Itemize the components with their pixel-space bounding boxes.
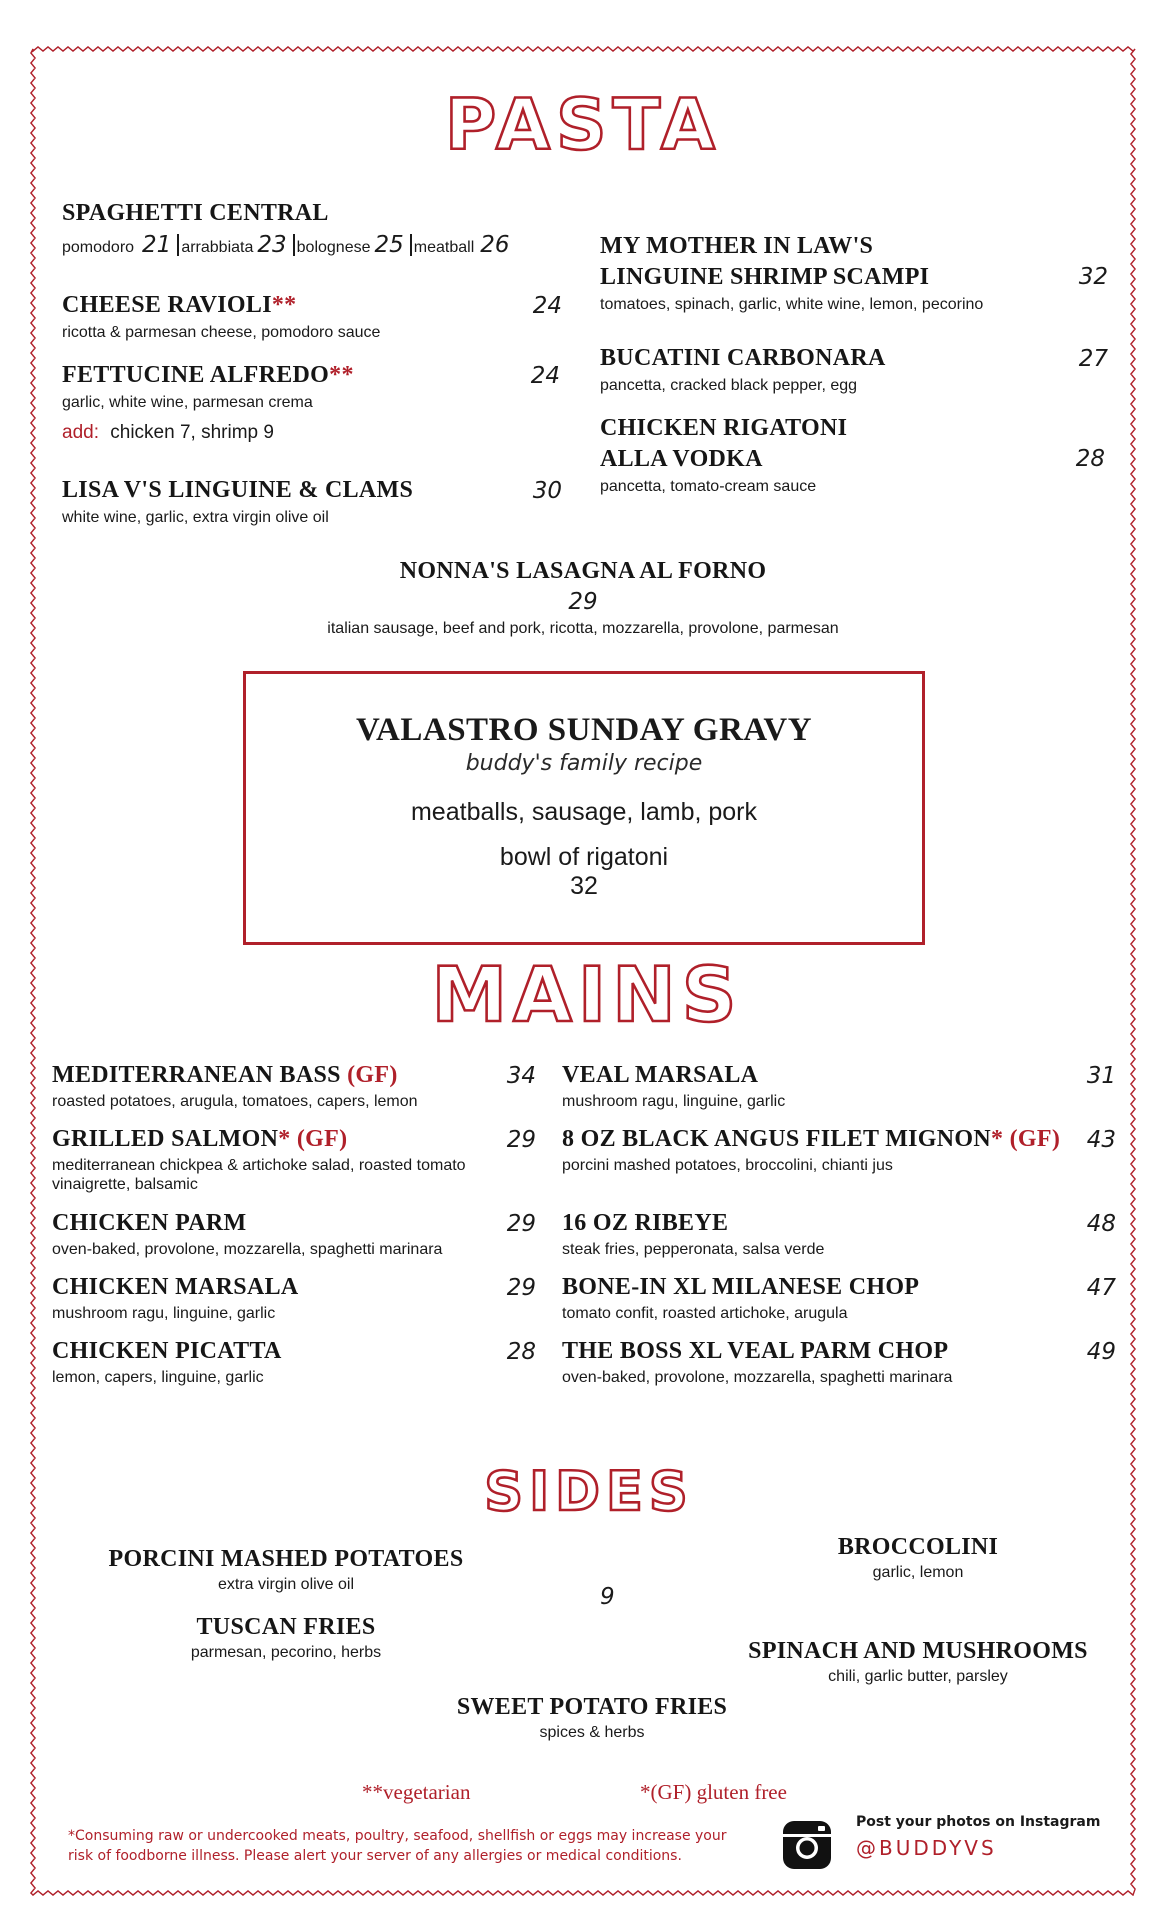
side-name: BROCCOLINI — [837, 1534, 999, 1560]
side-name: TUSCAN FRIES — [196, 1614, 376, 1640]
divider — [410, 234, 412, 256]
variant-label: arrabbiata — [181, 239, 254, 256]
item-name: SPAGHETTI CENTRAL — [62, 200, 329, 226]
spaghetti-variants — [62, 232, 572, 258]
item-price: 49 — [1086, 1339, 1116, 1365]
side-description: extra virgin olive oil — [217, 1576, 355, 1593]
side-description: parmesan, pecorino, herbs — [190, 1644, 382, 1661]
vegetarian-legend: **vegetarian — [362, 1780, 471, 1804]
main-item — [52, 1062, 536, 1111]
item-description: italian sausage, beef and pork, ricotta, mozzarella, provolone, parmesan — [327, 620, 839, 637]
feature-line1: meatballs, sausage, lamb, pork — [410, 798, 757, 826]
menu-item-bucatini-carbonara — [600, 345, 1108, 395]
item-description: tomato confit, roasted artichoke, arugula — [562, 1305, 848, 1322]
addon-line — [62, 422, 560, 444]
side-description: spices & herbs — [539, 1724, 645, 1741]
instagram-prompt: Post your photos on Instagram — [856, 1814, 1101, 1830]
variant-price: 21 — [142, 232, 172, 258]
variant-price: 23 — [257, 232, 287, 258]
item-description: oven-baked, provolone, mozzarella, spaghetti marinara — [52, 1241, 443, 1258]
item-description: ricotta & parmesan cheese, pomodoro sauce — [62, 324, 381, 341]
side-description: chili, garlic butter, parsley — [828, 1668, 1008, 1685]
variant-label: meatball — [413, 239, 475, 256]
side-spinach-mushrooms — [718, 1638, 1118, 1686]
item-description: pancetta, cracked black pepper, egg — [600, 377, 858, 394]
item-price: 34 — [506, 1063, 536, 1089]
sunday-gravy-feature-box — [243, 671, 925, 945]
main-item — [562, 1338, 1116, 1387]
item-price: 30 — [532, 478, 562, 504]
item-description: roasted potatoes, arugula, tomatoes, capers, lemon — [52, 1093, 418, 1110]
diet-mark: * (GF) — [991, 1126, 1061, 1152]
item-price: 43 — [1086, 1127, 1116, 1153]
main-item — [562, 1062, 1116, 1111]
item-price: 47 — [1086, 1275, 1116, 1301]
menu-item-spaghetti-central — [62, 200, 572, 258]
warning-line1: *Consuming raw or undercooked meats, poultry, seafood, shellfish or eggs may increase your — [68, 1828, 727, 1844]
instagram-handle[interactable]: @BUDDYVS — [856, 1836, 997, 1860]
diet-mark: * (GF) — [278, 1126, 348, 1152]
item-name: CHEESE RAVIOLI — [62, 292, 272, 318]
menu-item-chicken-rigatoni-vodka — [600, 415, 1105, 496]
variant-label: pomodoro — [62, 239, 135, 256]
item-name: LISA V'S LINGUINE & CLAMS — [62, 477, 414, 503]
pasta-section-title: PASTA — [445, 84, 721, 166]
sides-section-title: SIDES — [484, 1460, 694, 1523]
variant-label: bolognese — [296, 239, 371, 256]
item-description: garlic, white wine, parmesan crema — [62, 394, 313, 411]
feature-price: 32 — [570, 872, 598, 900]
item-price: 31 — [1086, 1063, 1116, 1089]
item-name: GRILLED SALMON — [52, 1126, 279, 1152]
item-price: 24 — [532, 293, 562, 319]
main-item — [52, 1210, 536, 1259]
main-item — [52, 1274, 536, 1323]
variant-price: 25 — [374, 232, 404, 258]
item-price: 48 — [1086, 1211, 1116, 1237]
diet-mark: (GF) — [340, 1062, 398, 1088]
item-price: 28 — [1075, 446, 1105, 472]
item-description: lemon, capers, linguine, garlic — [52, 1369, 264, 1386]
side-porcini-mashed — [86, 1546, 486, 1594]
food-safety-warning — [68, 1826, 788, 1866]
menu-item-lasagna — [183, 558, 983, 638]
item-name: THE BOSS XL VEAL PARM CHOP — [562, 1338, 949, 1364]
item-name: CHICKEN PICATTA — [52, 1338, 282, 1364]
item-name: FETTUCINE ALFREDO — [62, 362, 330, 388]
item-name-line2: ALLA VODKA — [600, 446, 763, 472]
item-name: CHICKEN MARSALA — [52, 1274, 299, 1300]
item-description: oven-baked, provolone, mozzarella, spaghetti marinara — [562, 1369, 953, 1386]
menu-item-lisa-linguine-clams — [62, 477, 562, 527]
addon-label: add: — [62, 422, 99, 443]
side-tuscan-fries — [86, 1614, 486, 1662]
addon-text: chicken 7, shrimp 9 — [110, 422, 274, 443]
main-item — [562, 1126, 1116, 1175]
variant-price: 26 — [480, 232, 510, 258]
item-price: 29 — [506, 1211, 536, 1237]
side-sweet-potato-fries — [392, 1694, 792, 1742]
warning-line2: risk of foodborne illness. Please alert your server of any allergies or medical conditions. — [68, 1848, 682, 1864]
item-description: mediterranean chickpea & artichoke salad, roasted tomato vinaigrette, balsamic — [52, 1157, 466, 1193]
divider — [293, 234, 295, 256]
sides-price: 9 — [600, 1584, 615, 1610]
item-name: BONE-IN XL MILANESE CHOP — [562, 1274, 920, 1300]
main-item — [562, 1274, 1116, 1323]
item-price: 27 — [1078, 346, 1108, 372]
menu-item-cheese-ravioli — [62, 292, 562, 342]
item-name: MEDITERRANEAN BASS — [52, 1062, 341, 1088]
item-description: mushroom ragu, linguine, garlic — [562, 1093, 786, 1110]
feature-line2: bowl of rigatoni — [499, 843, 669, 871]
vegetarian-mark: ** — [329, 362, 354, 388]
item-name: 8 OZ BLACK ANGUS FILET MIGNON — [562, 1126, 991, 1152]
item-price: 29 — [506, 1275, 536, 1301]
item-name: CHICKEN PARM — [52, 1210, 247, 1236]
item-price: 29 — [568, 589, 598, 615]
item-description: mushroom ragu, linguine, garlic — [52, 1305, 276, 1322]
side-name: PORCINI MASHED POTATOES — [108, 1546, 464, 1572]
item-price: 28 — [506, 1339, 536, 1365]
main-item — [562, 1210, 1116, 1259]
item-description: pancetta, tomato-cream sauce — [600, 478, 817, 495]
main-item — [52, 1338, 536, 1387]
item-description: steak fries, pepperonata, salsa verde — [562, 1241, 825, 1258]
vegetarian-mark: ** — [271, 292, 297, 318]
side-description: garlic, lemon — [872, 1564, 964, 1581]
side-name: SWEET POTATO FRIES — [456, 1694, 728, 1720]
item-name-line1: MY MOTHER IN LAW'S — [600, 233, 874, 259]
item-name: 16 OZ RIBEYE — [562, 1210, 729, 1236]
item-name: NONNA'S LASAGNA AL FORNO — [399, 558, 767, 584]
item-description: white wine, garlic, extra virgin olive oil — [62, 509, 329, 526]
menu-item-fettucine-alfredo — [62, 362, 560, 444]
item-description: porcini mashed potatoes, broccolini, chianti jus — [562, 1157, 893, 1174]
item-name-line1: CHICKEN RIGATONI — [600, 415, 848, 441]
feature-title: VALASTRO SUNDAY GRAVY — [355, 712, 813, 748]
item-price: 29 — [506, 1127, 536, 1153]
menu-item-shrimp-scampi — [600, 233, 1108, 314]
camera-icon — [782, 1820, 832, 1870]
gluten-free-legend: *(GF) gluten free — [640, 1780, 787, 1804]
main-item — [52, 1126, 536, 1194]
feature-subtitle: buddy's family recipe — [465, 751, 703, 776]
item-name-line2: LINGUINE SHRIMP SCAMPI — [600, 264, 930, 290]
item-description: tomatoes, spinach, garlic, white wine, lemon, pecorino — [600, 296, 984, 313]
side-broccolini — [718, 1534, 1118, 1582]
mains-section-title: MAINS — [431, 950, 743, 1039]
item-price: 32 — [1078, 264, 1108, 290]
side-name: SPINACH AND MUSHROOMS — [748, 1638, 1088, 1664]
item-name: VEAL MARSALA — [562, 1062, 759, 1088]
item-price: 24 — [530, 363, 560, 389]
item-name: BUCATINI CARBONARA — [600, 345, 886, 371]
divider — [177, 234, 179, 256]
